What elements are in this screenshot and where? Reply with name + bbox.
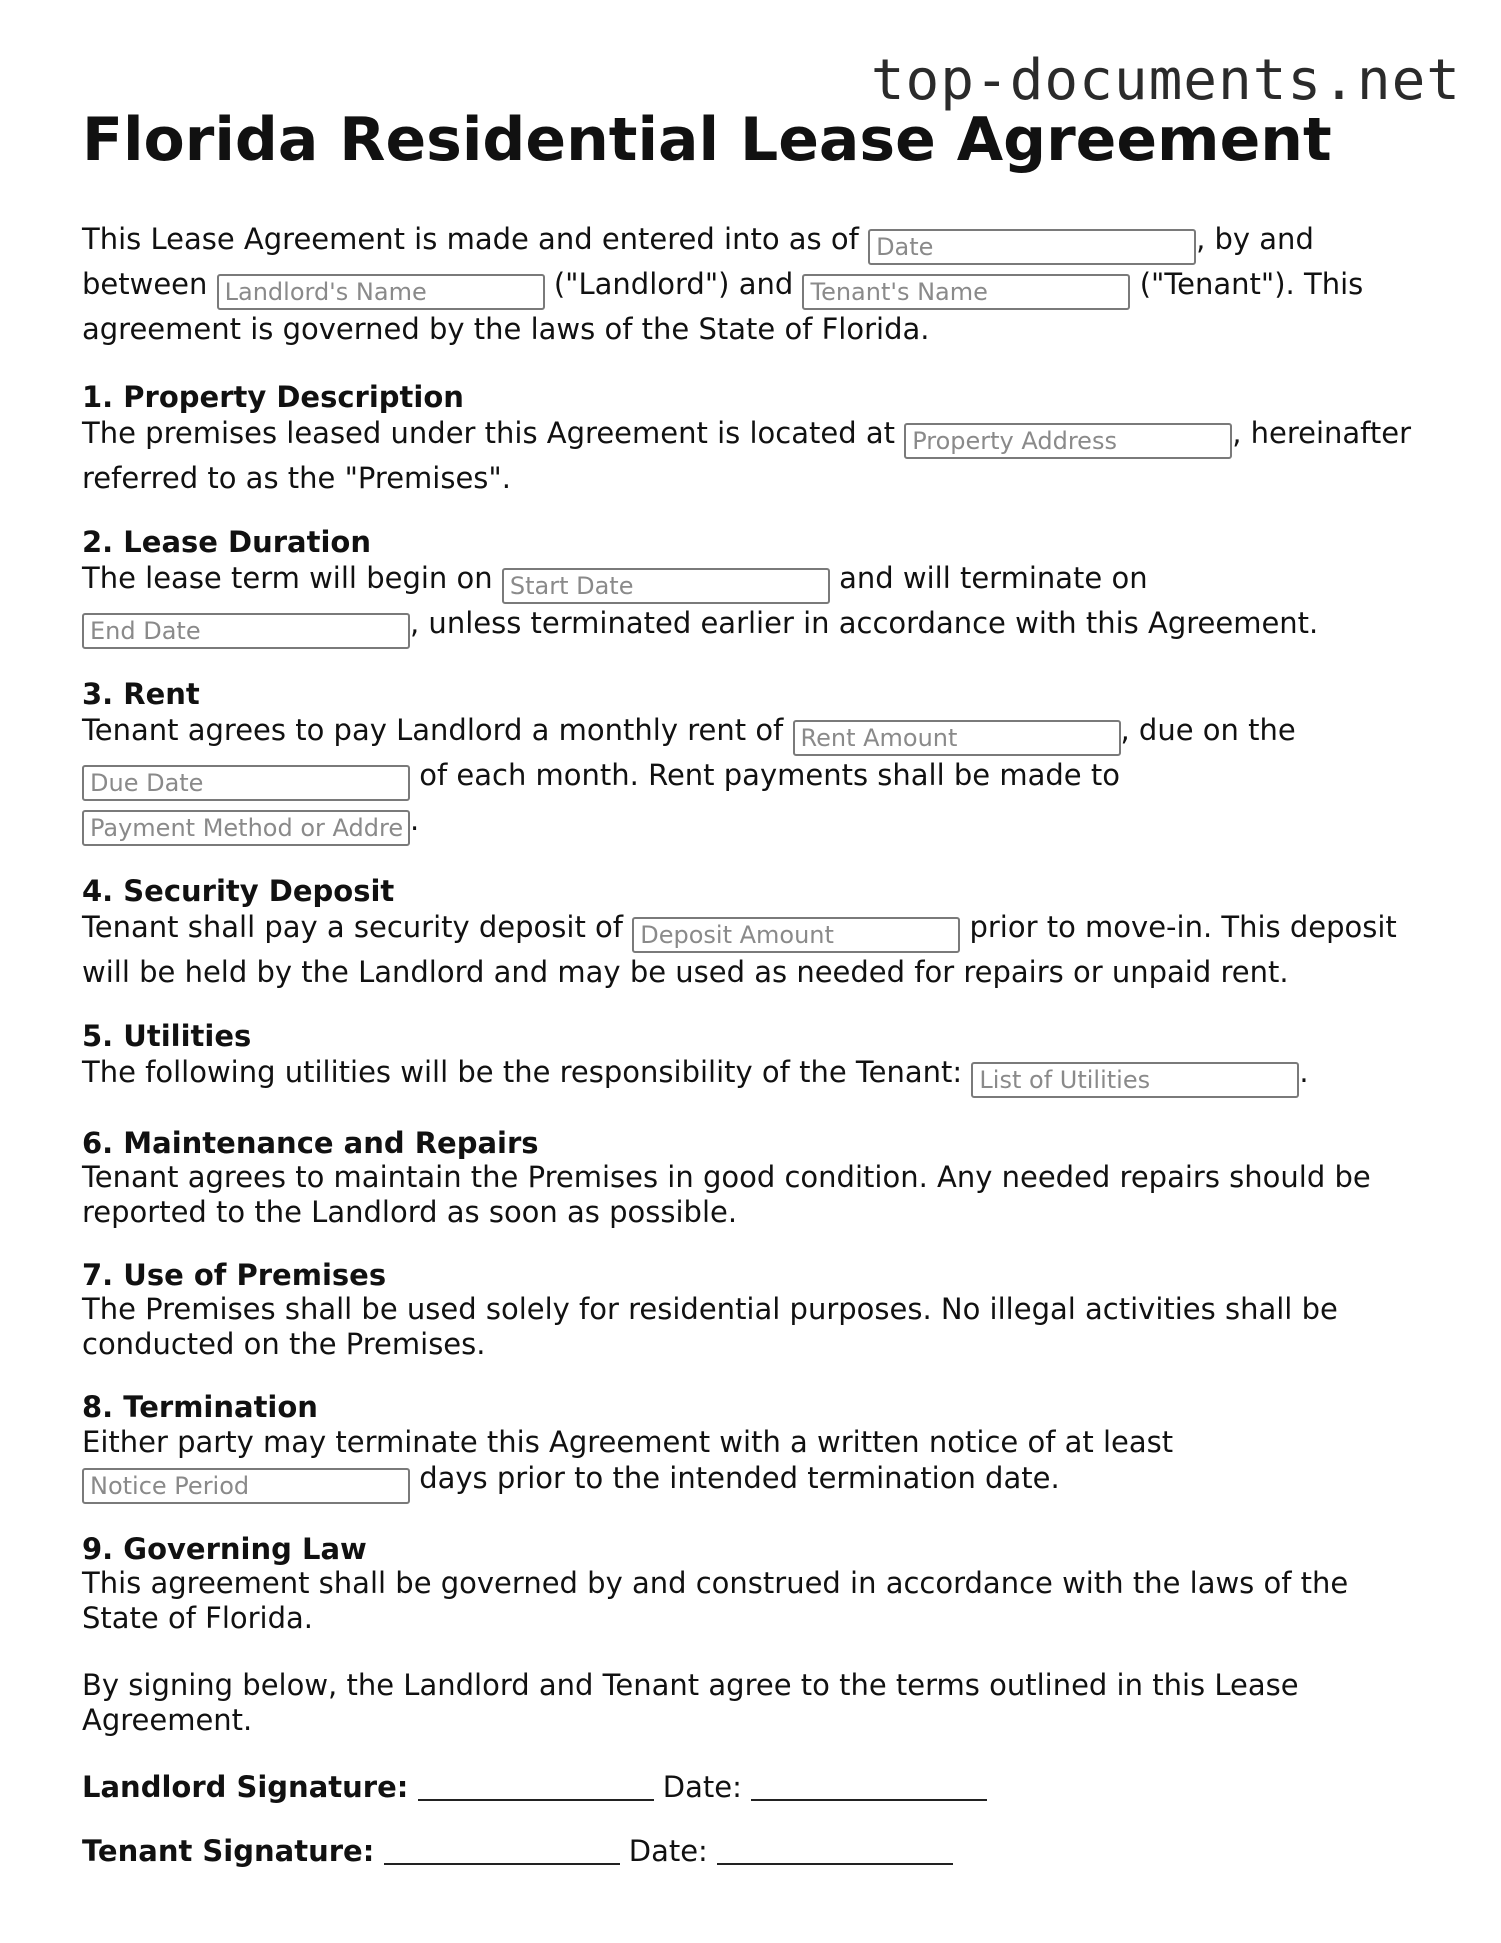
date-label: Date: bbox=[662, 1770, 742, 1804]
end-date-field[interactable] bbox=[82, 613, 410, 649]
utilities-list-field[interactable] bbox=[971, 1062, 1299, 1098]
tenant-signature-blank[interactable] bbox=[384, 1837, 620, 1865]
agreement-date-field[interactable] bbox=[868, 229, 1196, 265]
duration-text-2: and will terminate on bbox=[829, 561, 1148, 595]
intro-text-1: This Lease Agreement is made and entered into as of bbox=[82, 222, 869, 256]
utilities-text-2: . bbox=[1299, 1055, 1309, 1089]
section-text bbox=[82, 1053, 1412, 1098]
section-text: The Premises shall be used solely for residential purposes. No illegal activities shall be conducted on the Premises. bbox=[82, 1292, 1338, 1361]
document-title: Florida Residential Lease Agreement bbox=[82, 105, 1332, 175]
landlord-signature-blank[interactable] bbox=[418, 1773, 654, 1801]
section-title: 5. Utilities bbox=[82, 1019, 252, 1053]
section-title: 2. Lease Duration bbox=[82, 525, 371, 559]
termination-text-1: Either party may terminate this Agreement with a written notice of at least bbox=[82, 1425, 1174, 1459]
section-termination bbox=[82, 1390, 1412, 1504]
rent-amount-field[interactable] bbox=[793, 720, 1121, 756]
section-title: 9. Governing Law bbox=[82, 1532, 367, 1566]
section-text bbox=[82, 711, 1412, 846]
intro-paragraph bbox=[82, 220, 1412, 348]
signature-line bbox=[82, 1768, 1412, 1806]
payment-method-field[interactable] bbox=[82, 810, 410, 846]
tenant-name-field[interactable] bbox=[802, 274, 1130, 310]
section-title: 7. Use of Premises bbox=[82, 1258, 387, 1292]
section-title: 8. Termination bbox=[82, 1390, 318, 1424]
intro-text-3: ("Landlord") and bbox=[544, 267, 803, 301]
termination-text-2: days prior to the intended termination date. bbox=[410, 1461, 1060, 1495]
section-maintenance bbox=[82, 1126, 1412, 1230]
notice-period-field[interactable] bbox=[82, 1468, 410, 1504]
watermark: top-documents.net bbox=[870, 48, 1461, 113]
section-property bbox=[82, 380, 1412, 497]
deposit-text-1: Tenant shall pay a security deposit of bbox=[82, 910, 633, 944]
rent-text-3: of each month. Rent payments shall be made to bbox=[410, 758, 1120, 792]
section-law bbox=[82, 1532, 1412, 1636]
section-duration bbox=[82, 525, 1412, 649]
section-text bbox=[82, 414, 1412, 497]
rent-text-4: . bbox=[410, 803, 420, 837]
section-text: Tenant agrees to maintain the Premises in good condition. Any needed repairs should be reported to the Landlord as soon as possible. bbox=[82, 1160, 1371, 1229]
deposit-text-2: prior to move-in. This deposit will be held by the Landlord and may be used as needed for repairs or unpaid rent. bbox=[82, 910, 1397, 989]
deposit-amount-field[interactable] bbox=[632, 917, 960, 953]
closing-statement: By signing below, the Landlord and Tenant agree to the terms outlined in this Lease Agreement. bbox=[82, 1668, 1299, 1737]
section-text bbox=[82, 559, 1412, 649]
section-title: 1. Property Description bbox=[82, 380, 464, 414]
section-title: 3. Rent bbox=[82, 677, 200, 711]
lease-document bbox=[82, 100, 1412, 1870]
property-address-field[interactable] bbox=[904, 423, 1232, 459]
landlord-signature-row bbox=[82, 1768, 1412, 1806]
duration-text-3: , unless terminated earlier in accordance with this Agreement. bbox=[410, 606, 1319, 640]
rent-text-1: Tenant agrees to pay Landlord a monthly rent of bbox=[82, 713, 793, 747]
tenant-date-blank[interactable] bbox=[717, 1837, 953, 1865]
section-text bbox=[82, 908, 1412, 991]
intro-text-4: ("Tenant"). This agreement is governed by the laws of the State of Florida. bbox=[82, 267, 1364, 346]
property-text-2: , hereinafter referred to as the "Premises". bbox=[82, 416, 1412, 495]
utilities-text-1: The following utilities will be the responsibility of the Tenant: bbox=[82, 1055, 972, 1089]
closing-section bbox=[82, 1668, 1412, 1738]
tenant-signature-row bbox=[82, 1832, 1412, 1870]
section-title: 4. Security Deposit bbox=[82, 874, 395, 908]
signature-line bbox=[82, 1832, 1412, 1870]
intro-text-2: , by and between bbox=[82, 222, 1314, 301]
landlord-signature-label: Landlord Signature: bbox=[82, 1770, 409, 1804]
start-date-field[interactable] bbox=[502, 568, 830, 604]
property-text-1: The premises leased under this Agreement is located at bbox=[82, 416, 905, 450]
section-deposit bbox=[82, 874, 1412, 991]
date-label: Date: bbox=[628, 1834, 708, 1868]
section-text: This agreement shall be governed by and construed in accordance with the laws of the State of Florida. bbox=[82, 1566, 1349, 1635]
section-rent bbox=[82, 677, 1412, 846]
rent-text-2: , due on the bbox=[1120, 713, 1296, 747]
section-title: 6. Maintenance and Repairs bbox=[82, 1126, 539, 1160]
tenant-signature-label: Tenant Signature: bbox=[82, 1834, 375, 1868]
section-use bbox=[82, 1258, 1412, 1362]
section-utilities bbox=[82, 1019, 1412, 1098]
section-text bbox=[82, 1424, 1412, 1504]
duration-text-1: The lease term will begin on bbox=[82, 561, 502, 595]
landlord-date-blank[interactable] bbox=[751, 1773, 987, 1801]
due-date-field[interactable] bbox=[82, 765, 410, 801]
landlord-name-field[interactable] bbox=[217, 274, 545, 310]
